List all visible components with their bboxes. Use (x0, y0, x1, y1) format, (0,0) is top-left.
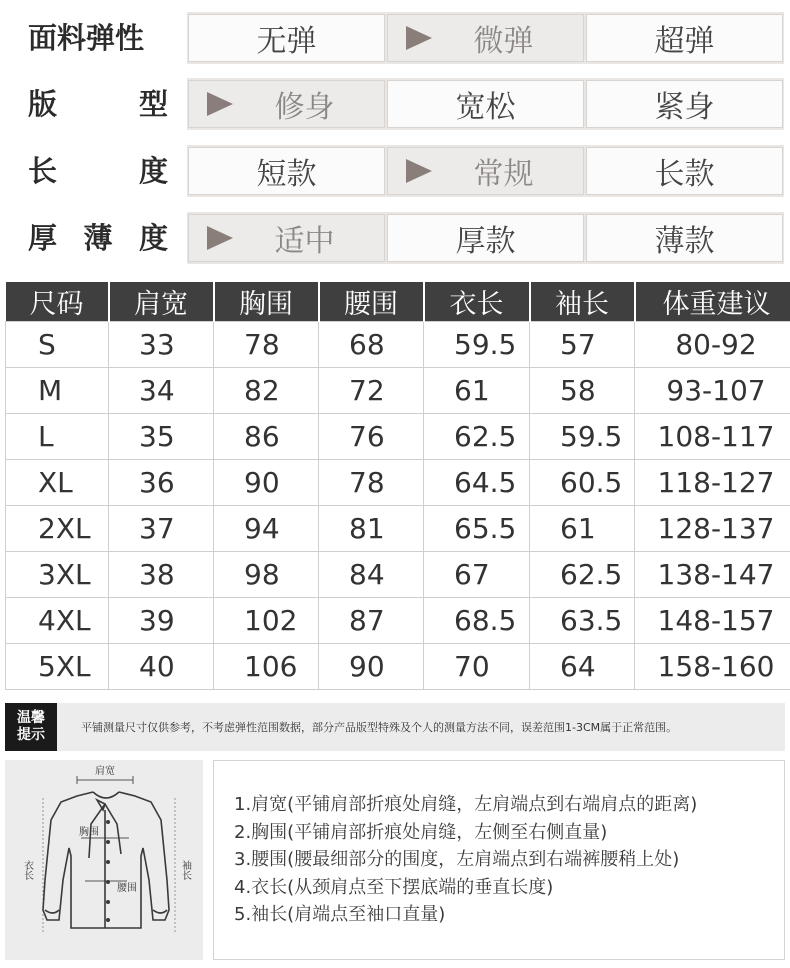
attribute-options (187, 12, 784, 64)
table-row (6, 322, 790, 368)
attribute-option-label: 薄款 (654, 224, 715, 259)
table-cell: 2XL (6, 506, 109, 552)
table-cell: 68.5 (424, 598, 530, 644)
label-sleeve: 袖长 (179, 860, 191, 880)
attribute-option-label: 长款 (654, 157, 715, 192)
table-cell: S (6, 322, 109, 368)
table-cell: 128-137 (635, 506, 790, 552)
attribute-option-selected[interactable] (188, 80, 385, 128)
attribute-option-label: 适中 (274, 224, 335, 259)
tip-bar (5, 703, 785, 751)
table-cell: 64 (530, 644, 635, 690)
attribute-option-label: 宽松 (455, 90, 516, 125)
table-cell: 36 (109, 460, 214, 506)
attribute-row (0, 8, 790, 64)
table-cell: 82 (214, 368, 319, 414)
table-cell: 80-92 (635, 322, 790, 368)
attribute-label-char: 长 (28, 153, 58, 188)
table-cell: 81 (319, 506, 424, 552)
table-cell: 61 (530, 506, 635, 552)
attribute-label-char: 厚 (28, 220, 58, 255)
table-cell: 59.5 (424, 322, 530, 368)
attribute-option-label: 厚款 (455, 224, 516, 259)
attribute-options (187, 78, 784, 130)
table-cell: 67 (424, 552, 530, 598)
table-header-cell: 尺码 (6, 282, 109, 322)
selected-arrow-icon (406, 26, 432, 50)
attribute-options (187, 212, 784, 264)
attribute-option-label: 常规 (473, 157, 534, 192)
table-row (6, 368, 790, 414)
table-cell: 138-147 (635, 552, 790, 598)
note-item: 4.衣长(从颈肩点至下摆底端的垂直长度) (234, 876, 554, 898)
attribute-option[interactable] (586, 147, 783, 195)
table-cell: 78 (319, 460, 424, 506)
table-header-row (6, 282, 790, 322)
tip-badge-line2: 提示 (17, 727, 45, 743)
attribute-label-char: 型 (138, 86, 168, 121)
attribute-label-char: 度 (138, 153, 168, 188)
attribute-label-char: 薄 (83, 220, 113, 255)
attribute-option-label: 微弹 (473, 24, 534, 59)
attribute-options (187, 145, 784, 197)
attribute-label (28, 208, 168, 264)
table-cell: 59.5 (530, 414, 635, 460)
table-cell: 86 (214, 414, 319, 460)
attribute-option[interactable] (586, 214, 783, 262)
table-cell: 90 (214, 460, 319, 506)
table-header-cell: 腰围 (319, 282, 424, 322)
table-cell: 87 (319, 598, 424, 644)
attribute-option[interactable] (586, 80, 783, 128)
table-cell: 70 (424, 644, 530, 690)
table-cell: 102 (214, 598, 319, 644)
attribute-option-label: 无弹 (256, 24, 317, 59)
table-cell: 3XL (6, 552, 109, 598)
tip-badge (5, 703, 57, 751)
note-item: 2.胸围(平铺肩部折痕处肩缝，左侧至右侧直量) (234, 821, 608, 843)
attribute-option-label: 紧身 (654, 90, 715, 125)
attribute-option-selected[interactable] (387, 147, 584, 195)
attribute-row (0, 74, 790, 130)
tip-badge-line1: 温馨 (17, 710, 45, 726)
measurement-diagram (5, 760, 203, 960)
table-cell: 84 (319, 552, 424, 598)
attribute-option-label: 短款 (256, 157, 317, 192)
attribute-option[interactable] (188, 14, 385, 62)
attribute-label-text: 面料弹性 (28, 20, 145, 55)
table-cell: 5XL (6, 644, 109, 690)
table-cell: 62.5 (424, 414, 530, 460)
table-row (6, 644, 790, 690)
table-header-cell: 胸围 (214, 282, 319, 322)
table-cell: 39 (109, 598, 214, 644)
table-cell: 63.5 (530, 598, 635, 644)
table-cell: 78 (214, 322, 319, 368)
note-item: 5.袖长(肩端点至袖口直量) (234, 904, 446, 925)
table-cell: 98 (214, 552, 319, 598)
table-cell: 33 (109, 322, 214, 368)
table-cell: 58 (530, 368, 635, 414)
table-cell: 57 (530, 322, 635, 368)
attribute-option[interactable] (586, 14, 783, 62)
attribute-label-char: 版 (28, 86, 58, 121)
table-header-cell: 衣长 (424, 282, 530, 322)
attribute-label-char: 度 (138, 220, 168, 255)
table-cell: 62.5 (530, 552, 635, 598)
selected-arrow-icon (207, 92, 233, 116)
attribute-option-selected[interactable] (188, 214, 385, 262)
attribute-row (0, 141, 790, 197)
attribute-option[interactable] (188, 147, 385, 195)
table-cell: 65.5 (424, 506, 530, 552)
notes-list (234, 791, 697, 929)
size-chart-table (5, 282, 790, 690)
label-waist: 腰围 (117, 883, 137, 894)
label-shoulder: 肩宽 (95, 766, 115, 777)
label-length: 衣长 (21, 860, 33, 880)
table-cell: 93-107 (635, 368, 790, 414)
table-cell: 38 (109, 552, 214, 598)
table-row (6, 506, 790, 552)
selected-arrow-icon (207, 226, 233, 250)
attribute-row (0, 208, 790, 264)
table-cell: 72 (319, 368, 424, 414)
table-cell: 34 (109, 368, 214, 414)
table-header-cell: 肩宽 (109, 282, 214, 322)
table-cell: 68 (319, 322, 424, 368)
tip-text: 平铺测量尺寸仅供参考，不考虑弹性范围数据，部分产品版型特殊及个人的测量方法不同，误差范围1-3CM属于正常范围。 (81, 721, 678, 734)
note-item: 1.肩宽(平铺肩部折痕处肩缝，左肩端点到右端肩点的距离) (234, 794, 698, 815)
table-cell: 76 (319, 414, 424, 460)
table-row (6, 598, 790, 644)
selected-arrow-icon (406, 159, 432, 183)
measurement-notes (213, 760, 785, 960)
attribute-option-selected[interactable] (387, 14, 584, 62)
table-row (6, 552, 790, 598)
table-cell: 64.5 (424, 460, 530, 506)
note-item: 3.腰围(腰最细部分的围度，左肩端点到右端裤腰稍上处) (234, 849, 680, 870)
table-cell: 4XL (6, 598, 109, 644)
table-cell: 158-160 (635, 644, 790, 690)
attribute-option[interactable] (387, 214, 584, 262)
table-cell: 108-117 (635, 414, 790, 460)
attribute-option-label: 修身 (274, 90, 335, 125)
table-cell: 60.5 (530, 460, 635, 506)
table-cell: 94 (214, 506, 319, 552)
table-row (6, 414, 790, 460)
table-header-cell: 体重建议 (635, 282, 790, 322)
table-cell: 35 (109, 414, 214, 460)
attribute-option-label: 超弹 (654, 24, 715, 59)
table-row (6, 460, 790, 506)
table-cell: 40 (109, 644, 214, 690)
table-cell: 90 (319, 644, 424, 690)
table-cell: 118-127 (635, 460, 790, 506)
table-cell: 148-157 (635, 598, 790, 644)
table-cell: 37 (109, 506, 214, 552)
label-chest: 胸围 (79, 827, 99, 838)
attribute-label (28, 141, 168, 197)
table-cell: 106 (214, 644, 319, 690)
attribute-option[interactable] (387, 80, 584, 128)
table-cell: L (6, 414, 109, 460)
blouse-diagram-icon (5, 760, 203, 960)
table-cell: 61 (424, 368, 530, 414)
table-cell: M (6, 368, 109, 414)
table-header-cell: 袖长 (530, 282, 635, 322)
attribute-label (28, 74, 168, 130)
table-cell: XL (6, 460, 109, 506)
attribute-label (28, 8, 168, 64)
